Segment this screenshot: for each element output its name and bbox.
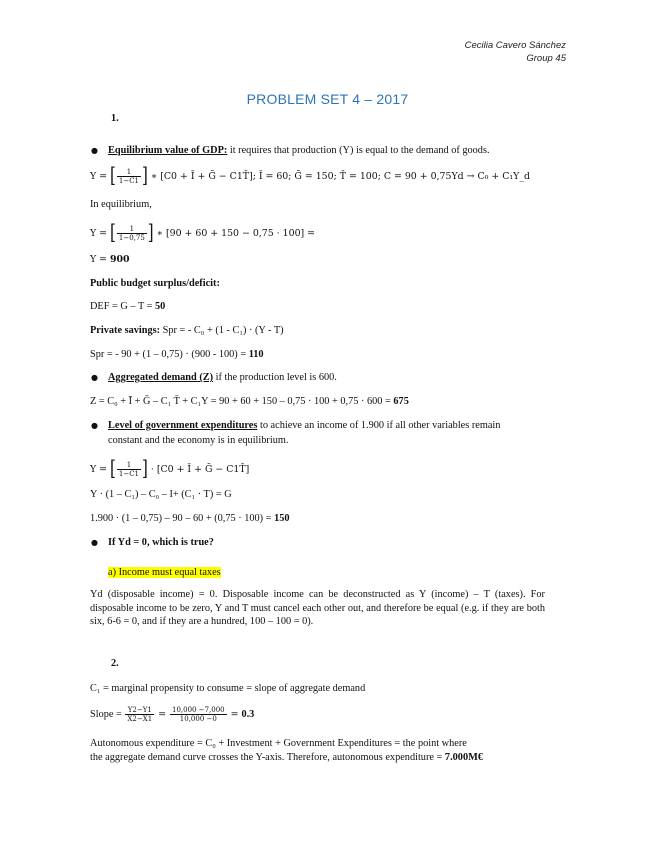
bullet-icon: ● bbox=[91, 373, 98, 382]
left-bracket: [ bbox=[110, 456, 116, 481]
aggregated-demand-line bbox=[108, 371, 337, 384]
explanation-paragraph: Yd (disposable income) = 0. Disposable income can be deconstructed as Y (income) – T (taxes). For disposable income to be zero, Y and T must cancel each other out, and therefore be equal (e.g. if they are both six, 6-6 = 0, and if they are a hundred, 100 – 100 = 0). bbox=[90, 589, 545, 627]
bullet-icon: ● bbox=[91, 421, 98, 430]
autonomous-line-1: Autonomous expenditure = C₀ + Investment + Government Expenditures = the point where bbox=[90, 738, 467, 749]
private-savings-line bbox=[90, 324, 284, 337]
equilibrium-line bbox=[108, 144, 490, 157]
government-calc-text: 1.900 · (1 – 0,75) – 90 – 60 + (0,75 · 100) = bbox=[90, 513, 275, 524]
answer-option bbox=[108, 566, 221, 579]
autonomous-value: 7.000M€ bbox=[444, 752, 483, 763]
in-equilibrium-label: In equilibrium, bbox=[90, 199, 152, 210]
private-savings-title: Private savings: bbox=[90, 325, 161, 336]
equilibrium-calc bbox=[90, 220, 316, 245]
formula-prefix: Y = bbox=[90, 171, 111, 182]
fraction-denominator: 1−C1 bbox=[118, 470, 140, 478]
fraction-denominator: 1−0,75 bbox=[118, 234, 145, 242]
slope-prefix: Slope = bbox=[90, 708, 125, 720]
bullet-icon: ● bbox=[91, 538, 98, 547]
aggregated-demand-calc bbox=[90, 395, 409, 408]
page-title: PROBLEM SET 4 – 2017 bbox=[246, 91, 409, 107]
aggregated-demand-value: 675 bbox=[393, 396, 409, 407]
autonomous-text: the aggregate demand curve crosses the Y-axis. Therefore, autonomous expenditure = bbox=[90, 752, 445, 763]
result-value: 900 bbox=[110, 254, 130, 265]
fraction-numerator: 1 bbox=[117, 225, 147, 234]
private-savings-calc bbox=[90, 348, 264, 361]
right-bracket: ] bbox=[142, 456, 148, 481]
fraction-denominator: X2−X1 bbox=[127, 715, 153, 723]
government-expenditure-title: Level of government expenditures bbox=[108, 420, 258, 431]
government-formula bbox=[90, 456, 250, 481]
header-group: Group 45 bbox=[526, 53, 566, 64]
result-prefix: Y = bbox=[90, 254, 111, 265]
fraction bbox=[117, 461, 141, 478]
fraction-denominator: 1−C1 bbox=[118, 177, 140, 185]
calc-prefix: Y = bbox=[90, 228, 111, 239]
disposable-income-question: If Yd = 0, which is true? bbox=[108, 537, 214, 548]
right-bracket: ] bbox=[147, 220, 154, 245]
government-value: 150 bbox=[274, 513, 290, 524]
slope-value: 0.3 bbox=[241, 708, 255, 720]
aggregated-demand-title: Aggregated demand (Z) bbox=[108, 372, 214, 383]
private-savings-value: 110 bbox=[248, 349, 264, 360]
highlighted-answer: a) Income must equal taxes bbox=[108, 567, 221, 578]
government-line-2: Y · (1 – C₁) – C₀ – I+ (C₁ · T) = G bbox=[90, 489, 232, 500]
question-2-number: 2. bbox=[111, 658, 119, 669]
equilibrium-title: Equilibrium value of GDP: bbox=[108, 145, 228, 156]
budget-heading: Public budget surplus/deficit: bbox=[90, 278, 220, 289]
deficit-line bbox=[90, 300, 165, 313]
deficit-value: 50 bbox=[155, 301, 166, 312]
left-bracket: [ bbox=[110, 220, 116, 245]
private-savings-calc-text: Spr = - 90 + (1 – 0,75) · (900 - 100) = bbox=[90, 349, 249, 360]
government-expenditure-line bbox=[108, 419, 500, 432]
deficit-text: DEF = G – T = bbox=[90, 301, 156, 312]
government-expenditure-text: to achieve an income of 1.900 if all other variables remain bbox=[257, 420, 501, 431]
right-bracket: ] bbox=[142, 163, 148, 188]
formula-prefix: Y = bbox=[90, 464, 111, 475]
aggregated-demand-text: if the production level is 600. bbox=[213, 372, 337, 383]
bullet-icon: ● bbox=[91, 146, 98, 155]
fraction bbox=[117, 225, 147, 242]
equilibrium-formula bbox=[90, 163, 531, 188]
header-author: Cecilia Cavero Sánchez bbox=[464, 40, 566, 51]
question-1-number: 1. bbox=[111, 113, 119, 124]
aggregated-demand-calc-text: Z = C₀ + Ī + Ḡ – C₁ T̄ + C₁Y = 90 + 60 + 150 – 0,75 · 100 + 0,75 · 600 = bbox=[90, 396, 394, 407]
c1-definition: C₁ = marginal propensity to consume = slope of aggregate demand bbox=[90, 683, 366, 694]
equilibrium-text: it requires that production (Y) is equal to the demand of goods. bbox=[227, 145, 490, 156]
fraction bbox=[117, 168, 141, 185]
fraction bbox=[125, 706, 154, 723]
slope-line: Slope = $\frac{Y2-Y1}{X2-X1}$ = $\frac{10,000 -7,000}{10,000 -0}$ = 0.3 bbox=[90, 706, 255, 723]
fraction-denominator: 10,000 −0 bbox=[179, 715, 217, 723]
calc-rest: ∗ [90 + 60 + 150 − 0,75 · 100] = bbox=[153, 228, 316, 239]
left-bracket: [ bbox=[110, 163, 116, 188]
government-line-3 bbox=[90, 512, 290, 525]
formula-rest: · [C0 + Ī + Ḡ − C1T̄] bbox=[147, 464, 250, 475]
fraction bbox=[170, 706, 227, 723]
gdp-result bbox=[90, 253, 130, 266]
government-expenditure-text-2: constant and the economy is in equilibrium. bbox=[108, 435, 289, 446]
fraction-numerator: Y2−Y1 bbox=[125, 706, 154, 715]
fraction-numerator: 1 bbox=[117, 461, 141, 470]
fraction-numerator: 10,000 −7,000 bbox=[172, 706, 225, 714]
private-savings-formula: Spr = - C₀ + (1 - C₁) · (Y - T) bbox=[160, 325, 284, 336]
fraction-numerator: 1 bbox=[117, 168, 141, 177]
formula-rest: ∗ [C0 + Ī + Ḡ − C1T̄]; Ī = 60; Ḡ = 150; T̄ = 100; C = 90 + 0,75Yd → C₀ + C₁Y_d bbox=[147, 171, 531, 182]
autonomous-line-2 bbox=[90, 751, 483, 764]
